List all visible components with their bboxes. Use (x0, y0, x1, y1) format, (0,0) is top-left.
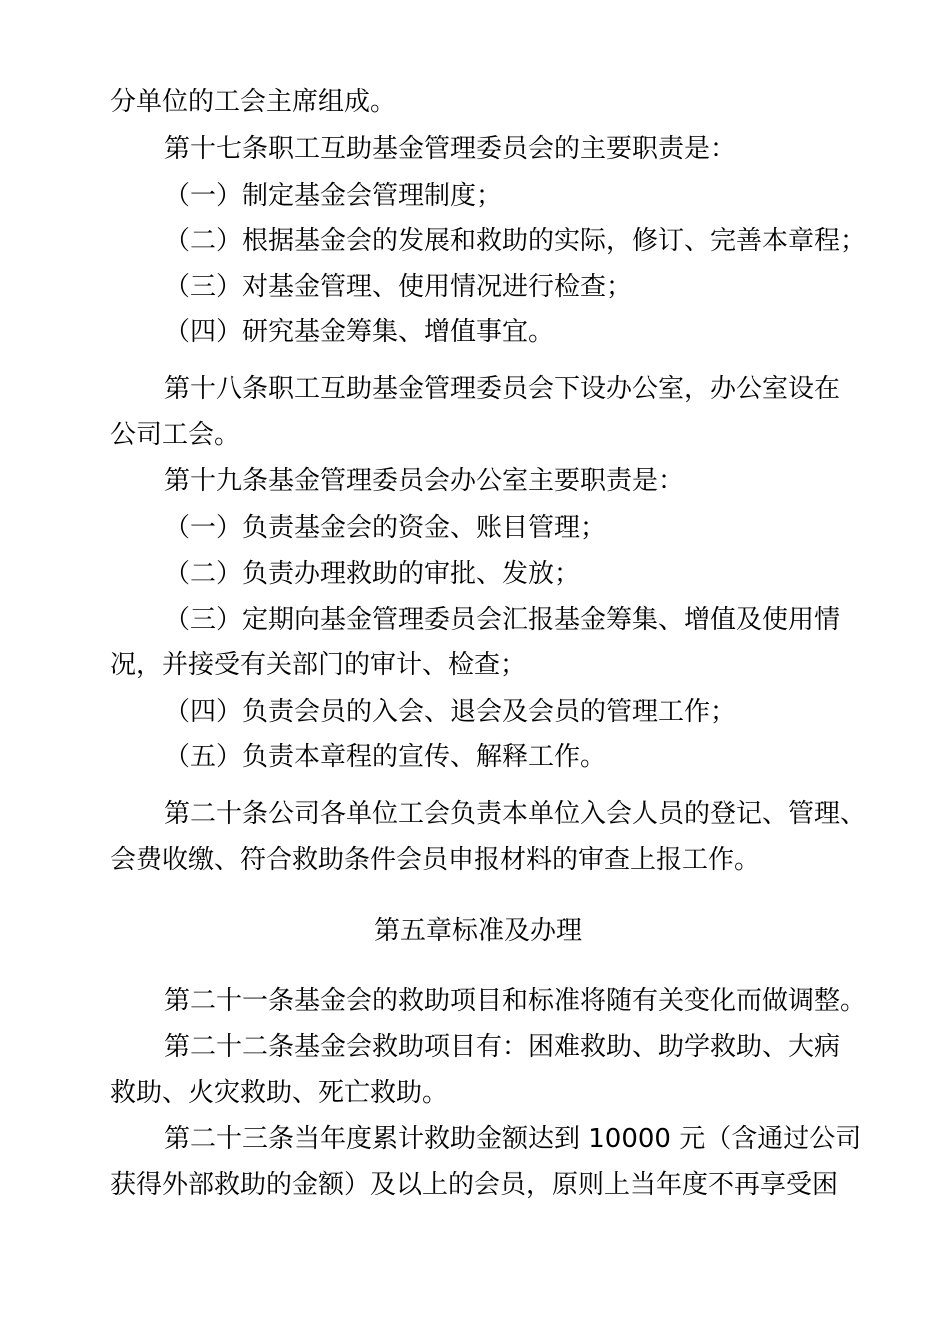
list-item-line: （三）定期向基金管理委员会汇报基金筹集、增值及使用情 (164, 605, 841, 635)
list-item-line: （五）负责本章程的宣传、解释工作。 (164, 742, 607, 772)
paragraph-line: 获得外部救助的金额）及以上的会员，原则上当年度不再享受困 (110, 1170, 839, 1200)
article-18-line: 第十八条职工互助基金管理委员会下设办公室，办公室设在 (164, 374, 841, 404)
list-item-line: （四）研究基金筹集、增值事宜。 (164, 317, 555, 347)
article-22-line: 第二十二条基金会救助项目有：困难救助、助学救助、大病 (164, 1032, 841, 1062)
list-item-line: （一）负责基金会的资金、账目管理； (164, 513, 607, 543)
article-17-line: 第十七条职工互助基金管理委员会的主要职责是： (164, 134, 737, 164)
list-item-line: （一）制定基金会管理制度； (164, 181, 503, 211)
paragraph-line: 会费收缴、符合救助条件会员申报材料的审查上报工作。 (110, 845, 761, 875)
paragraph-line: 公司工会。 (110, 420, 241, 450)
article-23-line: 第二十三条当年度累计救助金额达到 10000 元（含通过公司 (164, 1124, 862, 1154)
paragraph-line: 救助、火灾救助、死亡救助。 (110, 1078, 449, 1108)
paragraph-line: 分单位的工会主席组成。 (110, 87, 397, 117)
article-20-line: 第二十条公司各单位工会负责本单位入会人员的登记、管理、 (164, 799, 867, 829)
list-item-line: （三）对基金管理、使用情况进行检查； (164, 272, 633, 302)
article-21-line: 第二十一条基金会的救助项目和标准将随有关变化而做调整。 (164, 986, 867, 1016)
list-item-line: （四）负责会员的入会、退会及会员的管理工作； (164, 697, 737, 727)
paragraph-line: 况，并接受有关部门的审计、检查； (110, 650, 527, 680)
chapter-heading: 第五章标准及办理 (373, 916, 582, 946)
list-item-line: （二）根据基金会的发展和救助的实际，修订、完善本章程； (164, 226, 867, 256)
article-19-line: 第十九条基金管理委员会办公室主要职责是： (164, 466, 685, 496)
list-item-line: （二）负责办理救助的审批、发放； (164, 559, 581, 589)
